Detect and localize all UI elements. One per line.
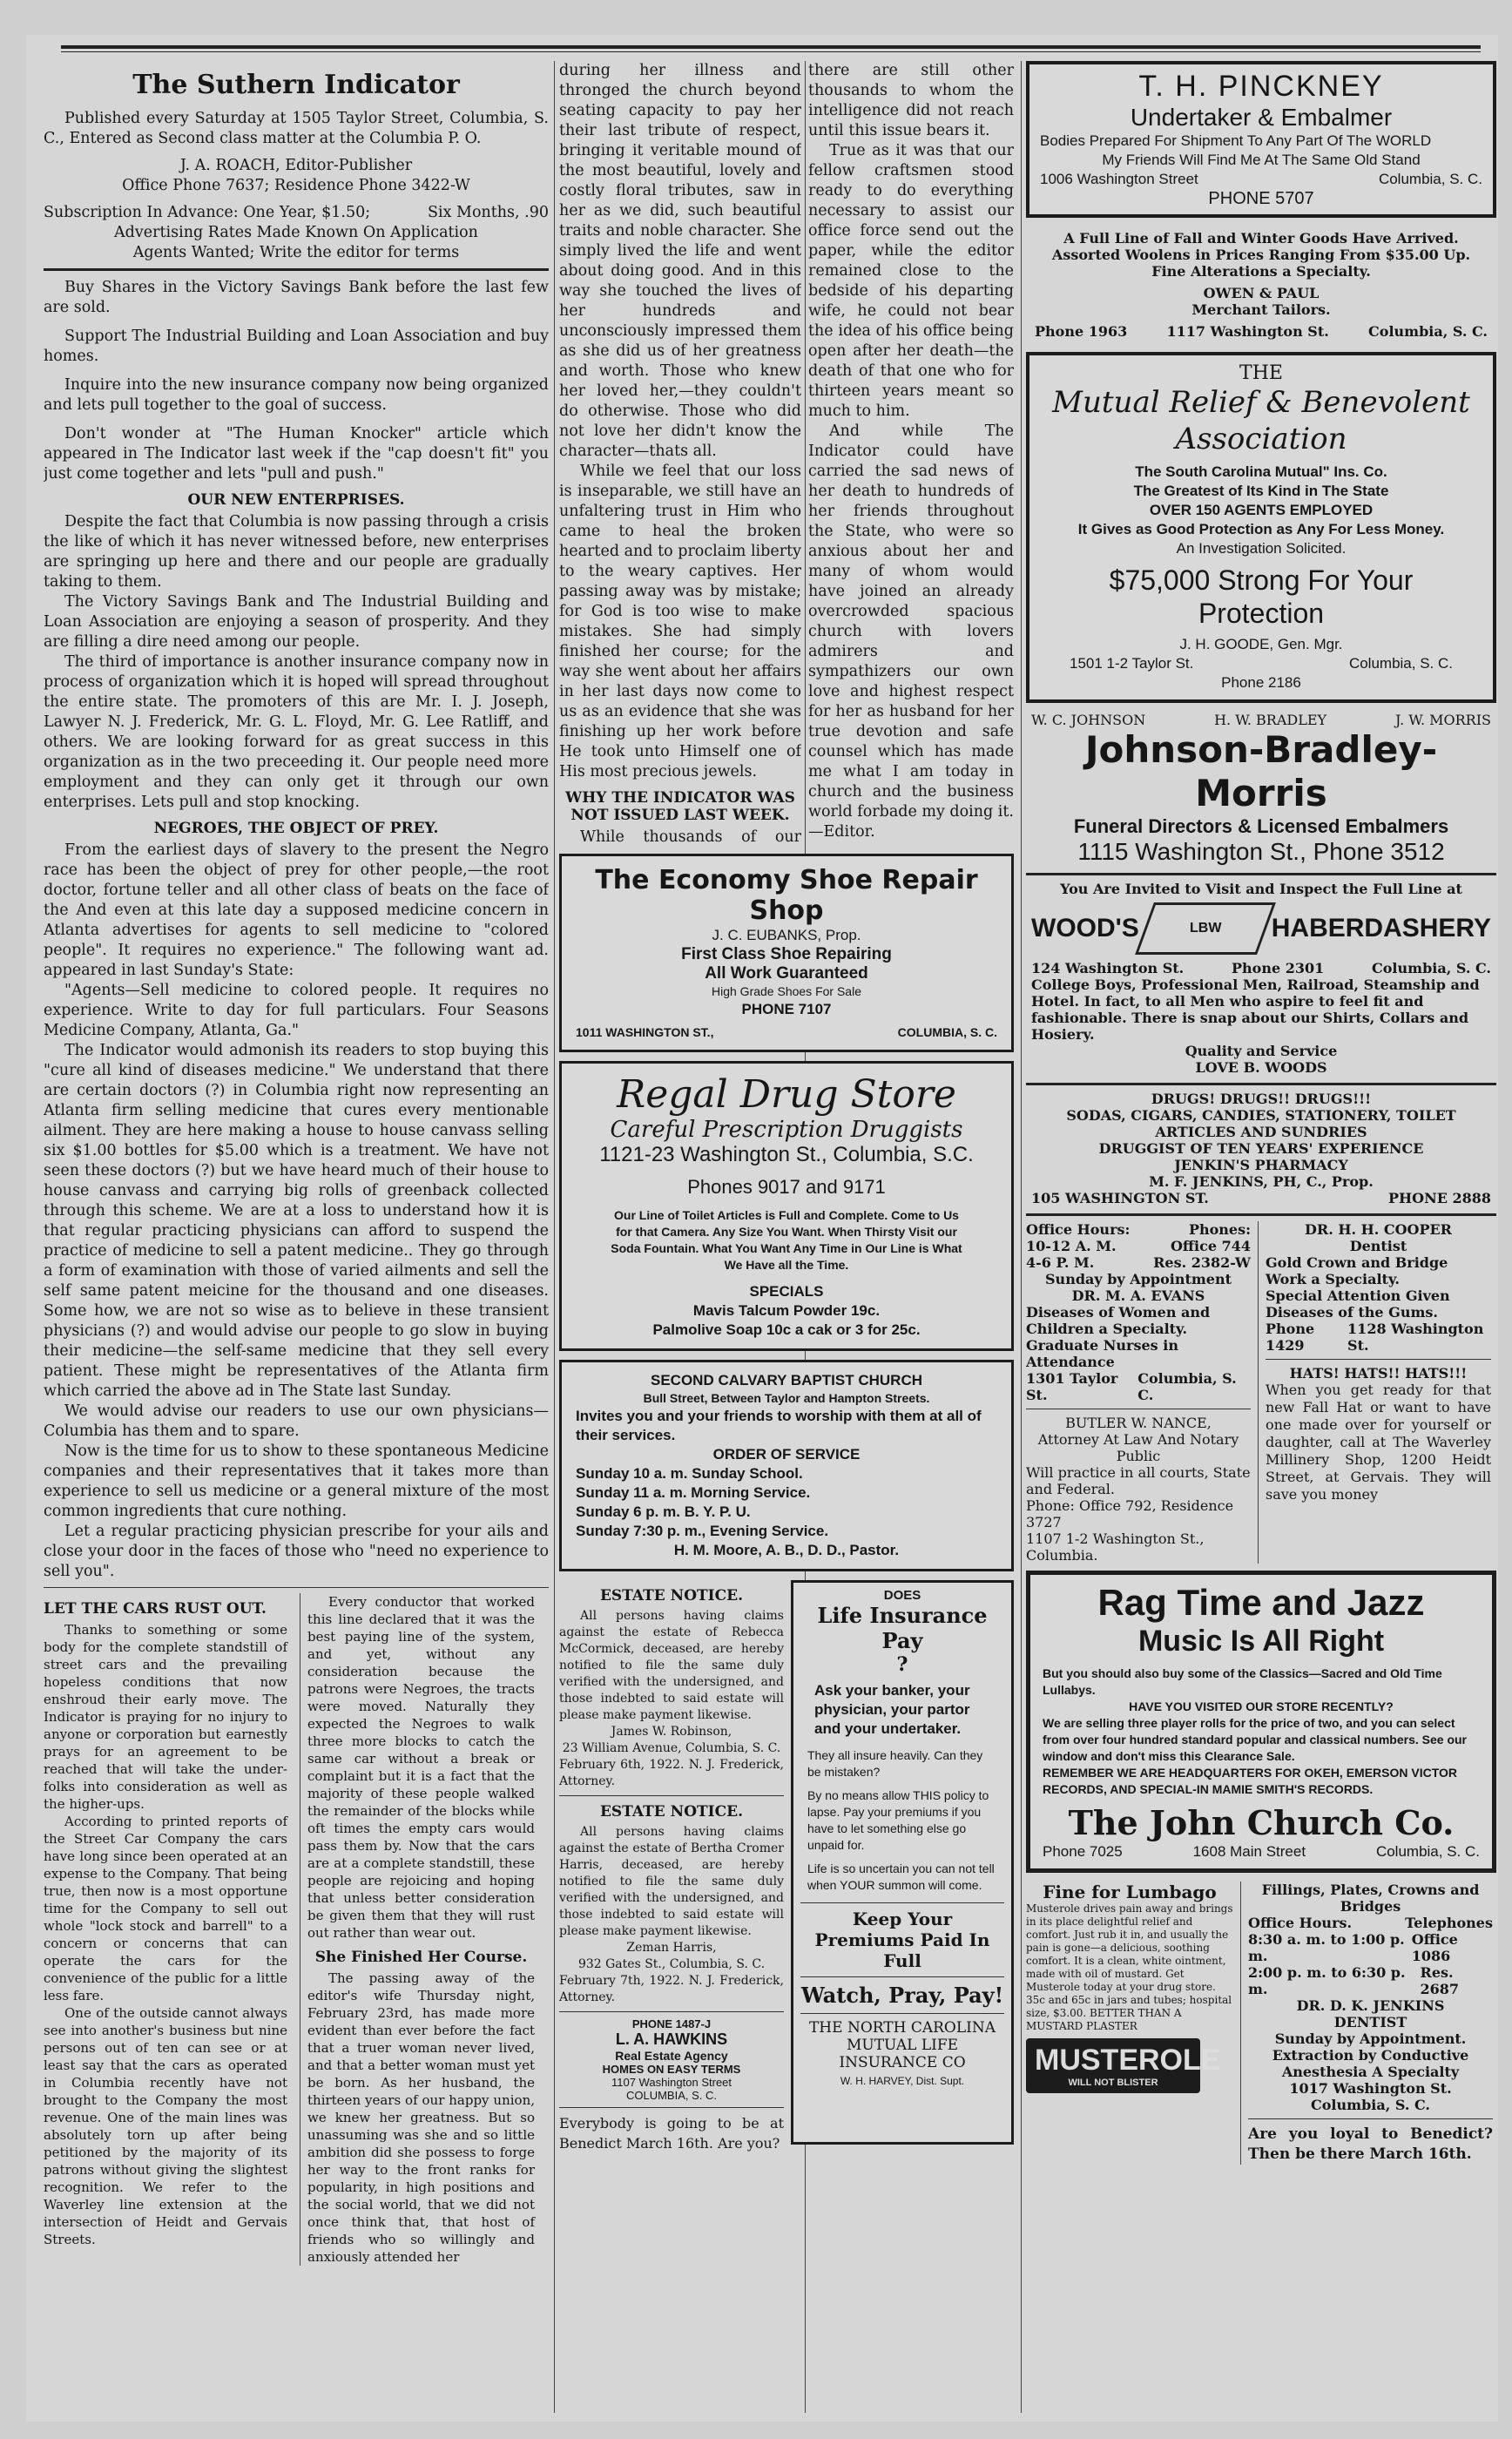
service-time: Sunday 10 a. m. Sunday School. (576, 1465, 803, 1482)
partner-name: J. W. MORRIS (1394, 712, 1491, 728)
ad-title: The Economy Shoe Repair Shop (595, 865, 978, 926)
ad-line: J. H. GOODE, Gen. Mgr. (1179, 636, 1343, 652)
ad-address: 1117 Washington St. (1166, 323, 1329, 340)
ad-phone: PHONE 2888 (1387, 1190, 1491, 1206)
ad-address: 1006 Washington Street (1040, 171, 1198, 187)
cooper-hats-column (1258, 1221, 1491, 1564)
ad-title: Life Insurance Pay (817, 1603, 988, 1653)
ad-address: 105 WASHINGTON ST. (1031, 1190, 1209, 1206)
ad-phone: Phone: Office 792, Residence 3727 (1026, 1497, 1234, 1530)
ad-line: Quality and Service (1185, 1043, 1338, 1059)
logo-tag: WILL NOT BLISTER (1068, 2078, 1158, 2088)
ad-subtitle: Funeral Directors & Licensed Embalmers (1073, 815, 1449, 837)
ad-line: M. F. JENKINS, PH, C., Prop. (1149, 1173, 1374, 1190)
paragraph: there are still other thousands to whom the intelligence did not reach until this issue bears it. (808, 62, 1014, 139)
ad-line: J. C. EUBANKS, Prop. (712, 927, 861, 943)
paragraph: Inquire into the new insurance company now being organized and lets pull together to the goal of success. (44, 376, 549, 414)
paragraph: While thousands of our (580, 828, 801, 845)
ad-body: Our Line of Toilet Articles is Full and Complete. Come to Us for that Camera. Any Size You Want. When Thirsty Visit our Soda Fountain. What You Want Any Time in Our Line is What We Have all the Time. (611, 1208, 962, 1272)
masthead-published: Published every Saturday at 1505 Taylor Street, Columbia, S. C., Entered as Second class matter at the Columbia P. O. (44, 110, 549, 147)
top-rule (61, 45, 1481, 52)
column-2 (559, 61, 801, 845)
ad-line: High Grade Shoes For Sale (712, 984, 861, 998)
paragraph: Every conductor that worked this line declared that it was the best paying line of the system, and yet, without any consideration because the patrons were Negroes, the tracts were moved. Naturally they expected the Negroes to walk three more blocks to catch the same car without a break or complaint but it is a fact that the majority of these people walked the remainder of the blocks while oft times the empty cars would pass them by. Now that the cars are at a complete standstill, these people are rejoicing and hoping that unless better consideration be given them that they will rust out rather than wear out. (307, 1594, 535, 1941)
ad-line: Fine Alterations a Specialty. (1151, 263, 1371, 280)
column-1 (44, 61, 549, 2413)
pastor: H. M. Moore, A. B., D. D., Pastor. (673, 1542, 900, 1558)
ad-name: BUTLER W. NANCE, (1065, 1415, 1212, 1431)
ad-line: Res. 2687 (1420, 1964, 1460, 1997)
headline: OUR NEW ENTERPRISES. (187, 491, 405, 509)
ad-specials: SPECIALS (749, 1283, 824, 1300)
ad-name: LOVE B. WOODS (1195, 1059, 1327, 1076)
dk-jenkins-ad (1240, 1882, 1493, 2165)
paragraph: From the earliest days of slavery to the present the Negro race has been the object of prey for other people,—the root doctor, fortune teller and all other class of beats on the face of the And even at this late day a supposed medicine concern in Atlanta advertises for agents to sell medicine to "colored people". It requires no experience." The following want ad. appeared in last Sunday's State: (44, 841, 549, 979)
ad-line: An Investigation Solicited. (1176, 540, 1347, 557)
paragraph: The Indicator would admonish its readers to stop buying this "cure all kind of diseases medicine." We understand that there are certain doctors (?) in Columbia right now representing an Atlanta firm selling medicine that cures every mentionable ailment. They are here making a house to house canvass selling six $1.00 bottles for $5.00 which is a treatment. We have not seen these doctors (?) but we have heard much of their house to house canvass and carrying big rolls of greenback collected through this scheme. We are at a loss to understand how it is that regular practicing physicians can afford to suspend the practice of medicine to sell a patent medicine.. They go through a form of examination with those of varied ailments and sell the self same patent meicine for the thousand and one diseases. Some how, we are not so wise as to believe in these transient physicians (?) and would advise our people to go slow in buying their medicine—the self-same medicine that they sell every patient. These might be representatives of the Atlanta firm which carried the above ad in The State last Sunday. (44, 1042, 549, 1400)
paragraph: While we feel that our loss is inseparable, we still have an unfaltering trust in Him who came to heal the broken hearted and to proclaim liberty to the weary captives. Her passing away was by mistake; for God is too wise to make mistakes. She had simply finished her course; for the way she went about her affairs in her last days now come to us as an evidence that she was finishing up her work before He took unto Himself one of His most precious jewels. (559, 463, 801, 780)
paragraph: True as it was that our fellow craftsmen stood ready to do everything necessary to assist our office force send out the paper, while the editor remained close to the bedside of his departing wife, he could not bear the idea of his office being open after her death—the death of that one who for thirteen years meant so much to him. (808, 142, 1014, 420)
ad-line: HAVE YOU VISITED OUR STORE RECENTLY? (1129, 1699, 1394, 1713)
ad-line: Merchant Tailors. (1191, 301, 1331, 318)
ad-title: DRUGS! DRUGS!! DRUGS!!! (1151, 1091, 1372, 1107)
paragraph: According to printed reports of the Street Car Company the cars have long since been operated at an expense to the Company. That being true, then now is a most opportune time for the Company to sell out whole "lock stock and barrell" to a concern or concerns that can operate the cars for the convenience of the public for a little less fare. (44, 1814, 287, 2003)
paragraph: We would advise our readers to use our own physicians—Columbia has them and to spare. (44, 1402, 549, 1440)
paragraph: All persons having claims against the estate of Bertha Cromer Harris, deceased, are hereby notified to file the same duly verified with the undersigned, and those indebted to said estate will please make payment likewise. (559, 1825, 784, 1938)
column-3 (808, 61, 1014, 845)
ad-line: Phones: (1188, 1221, 1251, 1238)
paragraph: One of the outside cannot always see into another's business but nine persons out of ten can see or at least say that the cars as operated in Columbia recently have not brought to the Company the most revenue. One of the main lines was absolutely torn up after being petitioned by the majority of its patrons without giving the slightest recognition. We refer to the Waverley line extension at the intersection of Heidt and Gervais Streets. (44, 2005, 287, 2247)
headline: ESTATE NOTICE. (599, 1587, 744, 1605)
ad-subtitle: Music Is All Right (1137, 1625, 1385, 1658)
agents-wanted: Agents Wanted; Write the editor for terms (132, 244, 460, 261)
ad-line: We are selling three player rolls for the price of two, and you can select from over four hundred standard popular and classical numbers. See our window and don't miss this Clearance Sale. (1043, 1716, 1467, 1763)
ad-address: 1301 Taylor St. (1026, 1370, 1118, 1403)
ad-name: DR. M. A. EVANS (1071, 1287, 1205, 1304)
masthead-title: The Suthern Indicator (132, 70, 460, 100)
paragraph: Despite the fact that Columbia is now passing through a crisis the like of which it has never witnessed before, new enterprises are springing up here and there and our people are gradually taking to them. (44, 513, 549, 591)
ad-city: COLUMBIA, S. C. (625, 2089, 718, 2102)
ad-big: $75,000 Strong For Your Protection (1109, 564, 1414, 629)
service-time: Sunday 11 a. m. Morning Service. (576, 1484, 811, 1501)
partner-name: W. C. JOHNSON (1031, 712, 1146, 728)
paragraph: All persons having claims against the estate of Rebecca McCormick, deceased, are hereby notified to file the same duly verified with the undersigned, and those indebted to said estate will please make payment likewise. (559, 1609, 784, 1722)
jbm-ad (1026, 712, 1496, 866)
ad-phone: Phone 7025 (1043, 1843, 1123, 1860)
masthead-editor: J. A. ROACH, Editor-Publisher (179, 157, 413, 174)
ad-line: Watch, Pray, Pay! (800, 1983, 1004, 2008)
ad-body: College Boys, Professional Men, Railroad, Steamship and Hotel. In fact, to all Men who aspire to feel fit and fashionable. There is snap about our Shirts, Collars and Hosiery. (1031, 976, 1480, 1043)
ad-line: Office Hours: (1026, 1221, 1131, 1238)
ad-line: DRUGGIST OF TEN YEARS' EXPERIENCE (1098, 1140, 1424, 1157)
ad-title: HATS! HATS!! HATS!!! (1289, 1365, 1468, 1382)
ad-phones: Phones 9017 and 9171 (687, 1176, 886, 1198)
ad-line: THE (1239, 362, 1283, 384)
ad-line: My Friends Will Find Me At The Same Old Stand (1102, 152, 1421, 168)
ad-title: Fine for Lumbago (1043, 1882, 1217, 1902)
ad-address: 124 Washington St. (1031, 960, 1185, 976)
notices-column (559, 1580, 784, 2153)
ad-line: Dentist (1349, 1238, 1407, 1254)
service-time: Sunday 6 p. m. B. Y. P. U. (576, 1503, 751, 1520)
ad-special: Palmolive Soap 10c a cak or 3 for 25c. (652, 1321, 921, 1338)
service-time: Sunday 7:30 p. m., Evening Service. (576, 1523, 829, 1539)
ad-line: But you should also buy some of the Classics—Sacred and Old Time Lullabys. (1043, 1666, 1442, 1697)
ad-title: Regal Drug Store (617, 1072, 956, 1117)
column-4 (1026, 61, 1496, 2413)
ad-line: Res. 2382-W (1153, 1254, 1251, 1271)
ad-company: The John Church Co. (1068, 1803, 1455, 1842)
ad-line: 10-12 A. M. (1026, 1238, 1117, 1254)
ad-line: Office Hours. (1248, 1915, 1353, 1931)
ad-line: Sunday by Appointment. (1274, 2030, 1467, 2047)
ad-line: They all insure heavily. Can they be mistaken? (807, 1748, 983, 1779)
musterole-logo (1026, 2038, 1221, 2093)
ad-phone: Phone 1429 (1266, 1321, 1315, 1354)
ad-city: Columbia, S. C. (1368, 323, 1488, 340)
ad-line: SODAS, CIGARS, CANDIES, STATIONERY, TOILET ARTICLES AND SUNDRIES (1066, 1107, 1456, 1140)
paragraph: Thanks to something or some body for the complete standstill of street cars and the prevailing hopeless conditions that now enshroud their early move. The Indicator is praying for no injury to anyone or corporation but earnestly prays for an agreement to be reached that will take the under-folks into consideration as well as the higher-ups. (44, 1622, 287, 1812)
ad-line: By no means allow THIS policy to lapse. Pay your premiums if you have to let something else go unpaid for. (807, 1788, 989, 1852)
ad-address: 1115 Washington St., Phone 3512 (1077, 838, 1445, 865)
ad-line: Assorted Woolens in Prices Ranging From $35.00 Up. (1051, 247, 1471, 263)
subscription: Subscription In Advance: One Year, $1.50; (44, 204, 371, 221)
headline: NEGROES, THE OBJECT OF PREY. (153, 820, 439, 837)
ad-line: ? (896, 1653, 908, 1676)
ad-address: 1501 1-2 Taylor St. (1070, 655, 1194, 672)
signature: James W. Robinson, (611, 1725, 732, 1739)
newspaper-page (26, 35, 1498, 2422)
masthead-phones: Office Phone 7637; Residence Phone 3422-W (122, 177, 470, 194)
headline: WHY THE INDICATOR WAS NOT ISSUED LAST WEEK. (565, 789, 795, 824)
musterole-ad (1026, 1882, 1233, 2165)
middle-ads (559, 854, 1014, 2153)
signature: Zeman Harris, (626, 1941, 717, 1955)
ad-line: Life is so uncertain you can not tell when YOUR summon will come. (807, 1861, 995, 1892)
ad-city: Columbia, S. C. (1372, 960, 1491, 976)
ad-line: Will practice in all courts, State and Federal. (1026, 1464, 1251, 1497)
ad-phone: Phone 1963 (1035, 323, 1128, 340)
ad-address: 1128 Washington St. (1347, 1321, 1484, 1354)
date: February 7th, 1922. N. J. Frederick, Attorney. (559, 1974, 784, 2004)
ad-city: Columbia, S. C. (1375, 1843, 1480, 1860)
paragraph: Support The Industrial Building and Loan Association and buy homes. (44, 328, 549, 365)
ad-line: Sunday by Appointment (1045, 1271, 1232, 1287)
headline: ESTATE NOTICE. (599, 1803, 744, 1821)
ad-phone: Phone 2186 (1221, 674, 1301, 691)
ad-line: You Are Invited to Visit and Inspect the Full Line at (1060, 881, 1462, 897)
ad-title: OWEN & PAUL (1203, 285, 1320, 301)
paragraph: during her illness and thronged the church beyond seating capacity to pay her their last tribute of respect, bringing it veritable mound of the most beautiful, lovely and costly floral tributes, saw in her as we did, such beautiful traits and noble character. She simply lived the life and went about doing good. And in this way she touched the lives of her hundreds and unconsciously impressed them as she did us of her greatness and worth. Those who knew her loved her,—they couldn't do otherwise. Those who did not love her didn't know the character—thats all. (559, 62, 801, 460)
ad-city: COLUMBIA, S. C. (897, 1025, 997, 1039)
ad-line: Bodies Prepared For Shipment To Any Part Of The WORLD (1040, 132, 1432, 149)
ad-company: THE NORTH CAROLINA MUTUAL LIFE INSURANCE CO (808, 2019, 996, 2071)
ad-title: WOOD'S (1031, 914, 1139, 942)
ad-line: The South Carolina Mutual" Ins. Co. (1135, 463, 1387, 480)
ad-address: 1107 1-2 Washington St., Columbia. (1026, 1530, 1205, 1564)
ad-address: 1011 WASHINGTON ST., (576, 1025, 714, 1039)
ad-city: Columbia, S. C. (1137, 1370, 1237, 1403)
logo-text: MUSTEROLE (1035, 2044, 1221, 2077)
date: February 6th, 1922. N. J. Frederick, Attorney. (559, 1758, 784, 1788)
paragraph: "Agents—Sell medicine to colored people. It requires no experience. Write to day for full particulars. Four Seasons Medicine Company, Atlanta, Ga." (44, 982, 549, 1039)
column-rule (554, 61, 555, 2413)
column-rule (1021, 61, 1022, 2413)
ad-address: 1017 Washington St. Columbia, S. C. (1289, 2080, 1452, 2113)
paragraph: The third of importance is another insurance company now in process of organization which it is hoped will spread throughout the entire state. The promoters of this are Mr. I. J. Joseph, Lawyer N. J. Frederick, Mr. G. L. Floyd, Mr. G. Lee Ratliff, and others. We are looking forward for as great success in this organization as in the two preceeding it. Our people need more employment and they can only get it through our own enterprises. Lets pull and stop knocking. (44, 653, 549, 811)
ad-title: Johnson-Bradley-Morris (1084, 728, 1438, 814)
partner-name: H. W. BRADLEY (1214, 712, 1327, 728)
paragraph: Let a regular practicing physician prescribe for your ails and close your door in the faces of those who "need no experience to sell you". (44, 1523, 549, 1580)
ad-name: JENKIN'S PHARMACY (1174, 1157, 1348, 1173)
ad-line: Extraction by Conductive Anesthesia A Specialty (1272, 2047, 1469, 2080)
ad-line: Office 1086 (1411, 1931, 1458, 1964)
ad-line: 4-6 P. M. (1026, 1254, 1095, 1271)
ad-city: Columbia, S. C. (1348, 655, 1453, 672)
ad-title: L. A. HAWKINS (615, 2030, 728, 2048)
woods-ad (1026, 881, 1496, 1076)
pinckney-ad (1026, 61, 1496, 218)
ad-title: Mutual Relief & Benevolent Association (1052, 385, 1470, 456)
ad-special: Mavis Talcum Powder 19c. (692, 1302, 881, 1319)
ad-line: 2:00 p. m. to 6:30 p. m. (1248, 1964, 1406, 1997)
regal-drug-ad (559, 1061, 1014, 1351)
ad-line: Real Estate Agency (615, 2049, 728, 2063)
headline: LET THE CARS RUST OUT. (44, 1600, 267, 1618)
mutual-relief-ad (1026, 352, 1496, 703)
paragraph: Everybody is going to be at Benedict March 16th. Are you? (559, 2115, 784, 2152)
evans-nance-column (1026, 1221, 1251, 1564)
headline: She Finished Her Course. (314, 1949, 528, 1966)
owen-paul-ad (1026, 226, 1496, 343)
ad-subtitle: Careful Prescription Druggists (610, 1117, 963, 1143)
economy-shoe-ad (559, 854, 1014, 1052)
ad-line: Special Attention Given Diseases of the Gums. (1266, 1287, 1450, 1321)
ad-name: DR. H. H. COOPER (1305, 1221, 1452, 1238)
ad-phone: PHONE 7107 (741, 1001, 832, 1017)
sub-column (44, 1593, 287, 2266)
paragraph: Buy Shares in the Victory Savings Bank before the last few are sold. (44, 279, 549, 316)
life-insurance-ad (791, 1580, 1014, 2145)
sub-column (300, 1593, 535, 2266)
paragraph: And while The Indicator could have carried the sad news of her death to hundreds of her friends throughout the State, who were so anxious about her and many of whom would have joined an already overcrowded spacious church with lovers admirers and sympathizers our own love and highest respect for her as husband for her true devotion and safe counsel which has made me what I am today in church and the business world forbade my doing it.—Editor. (808, 422, 1014, 841)
ad-line: DENTIST (1333, 2014, 1407, 2030)
ad-title: Rag Time and Jazz (1097, 1582, 1425, 1623)
ad-agent: W. H. HARVEY, Dist. Supt. (840, 2075, 965, 2087)
ad-line: DOES (883, 1588, 921, 1603)
ad-line: It Gives as Good Protection as Any For Less Money. (1077, 521, 1445, 537)
ad-line: Gold Crown and Bridge Work a Specialty. (1266, 1254, 1448, 1287)
ad-line: Ask your banker, your physician, your partor and your undertaker. (814, 1682, 970, 1737)
paragraph: Now is the time for us to show to these spontaneous Medicine companies and their representatives that it takes more than experience to sell us medicine or a general mixture of the most common ingredients that cure nothing. (44, 1442, 549, 1520)
adv-rates: Advertising Rates Made Known On Application (114, 224, 478, 241)
ad-address: 1608 Main Street (1192, 1843, 1306, 1860)
ad-line: Telephones (1405, 1915, 1493, 1931)
ad-line: Attorney At Law And Notary Public (1037, 1431, 1239, 1464)
paragraph: The passing away of the editor's wife Thursday night, February 23rd, has made more evident than ever before the fact that a truer woman never lived, and that a better woman must yet be born. As her husband, the thirteen years of our happy union, we knew her greatness. But so unassuming was she and so little ambition did she possess to forge her way to the front ranks for popularity, in high positions and the social world, that we did not once think that, that host of friends who so willingly and anxiously attended her (307, 1970, 535, 2265)
ad-address: 1107 Washington Street (611, 2076, 732, 2089)
paragraph: Don't wonder at "The Human Knocker" article which appeared in The Indicator last week if the "cap doesn't fit" you just come together and lets "pull and push." (44, 425, 549, 483)
six-months: Six Months, .90 (428, 204, 549, 221)
ad-line: The Greatest of Its Kind in The State (1133, 483, 1389, 499)
ad-phone: PHONE 1487-J (631, 2017, 712, 2030)
ad-phone: Phone 2301 (1232, 960, 1325, 976)
ad-line: First Class Shoe Repairing (681, 945, 892, 963)
jenkins-pharmacy-ad (1026, 1091, 1496, 1206)
ad-line: A Full Line of Fall and Winter Goods Have Arrived. (1063, 230, 1459, 247)
ad-line: All Work Guaranteed (705, 964, 868, 983)
ad-line: Fillings, Plates, Crowns and Bridges (1261, 1882, 1480, 1915)
ad-subtitle: Undertaker & Embalmer (1130, 104, 1393, 131)
john-church-ad (1026, 1571, 1496, 1873)
ad-line: 8:30 a. m. to 1:00 p. m. (1248, 1931, 1405, 1964)
ad-line: HOMES ON EASY TERMS (602, 2063, 741, 2076)
ad-line: Bull Street, Between Taylor and Hampton Streets. (643, 1391, 930, 1405)
ad-line: Keep Your Premiums Paid In Full (814, 1909, 990, 1971)
paragraph: The Victory Savings Bank and The Industrial Building and Loan Association are enjoying a season of prosperity. And they are filling a dire need among our people. (44, 593, 549, 651)
ad-body: When you get ready for that new Fall Hat or want to have one made over for yourself or daughter, call at The Waverley Millinery Shop, 1200 Heidt Street, at Gervais. They will save you money (1266, 1382, 1491, 1503)
ad-name: DR. D. K. JENKINS (1296, 1997, 1445, 2014)
ad-line: REMEMBER WE ARE HEADQUARTERS FOR OKEH, EMERSON VICTOR RECORDS, AND SPECIAL-IN MAMIE SMITH'S RECORDS. (1043, 1766, 1458, 1796)
ad-title: SECOND CALVARY BAPTIST CHURCH (651, 1372, 922, 1388)
calvary-church-ad (559, 1360, 1014, 1571)
ad-line: Office 744 (1170, 1238, 1251, 1254)
ad-line: Invites you and your friends to worship with them at all of their services. (576, 1408, 982, 1443)
ad-phone: PHONE 5707 (1208, 189, 1314, 208)
woods-logo: LBW (1135, 902, 1276, 955)
ad-line: ORDER OF SERVICE (712, 1446, 861, 1463)
ad-city: Columbia, S. C. (1378, 171, 1482, 187)
address: 23 William Avenue, Columbia, S. C. (562, 1741, 781, 1755)
ad-title: HABERDASHERY (1271, 914, 1491, 942)
ad-line: OVER 150 AGENTS EMPLOYED (1149, 502, 1374, 518)
ad-line: Diseases of Women and Children a Specialty. Graduate Nurses in Attendance (1026, 1304, 1211, 1370)
address: 932 Gates St., Columbia, S. C. (577, 1957, 766, 1971)
ad-title: T. H. PINCKNEY (1138, 70, 1384, 103)
ad-address: 1121-23 Washington St., Columbia, S.C. (599, 1143, 974, 1166)
ad-body: Musterole drives pain away and brings in its place delightful relief and comfort. Just rub it in, and usually the pain is gone—a delicious, soothing comfort. It is a clean, white ointment, made with oil of mustard. Get Musterole today at your drug store. 35c and 65c in jars and tubes; hospital size, $3.00. BETTER THAN A MUSTARD PLASTER (1026, 1902, 1233, 2032)
paragraph: Are you loyal to Benedict? Then be there March 16th. (1248, 2125, 1493, 2163)
